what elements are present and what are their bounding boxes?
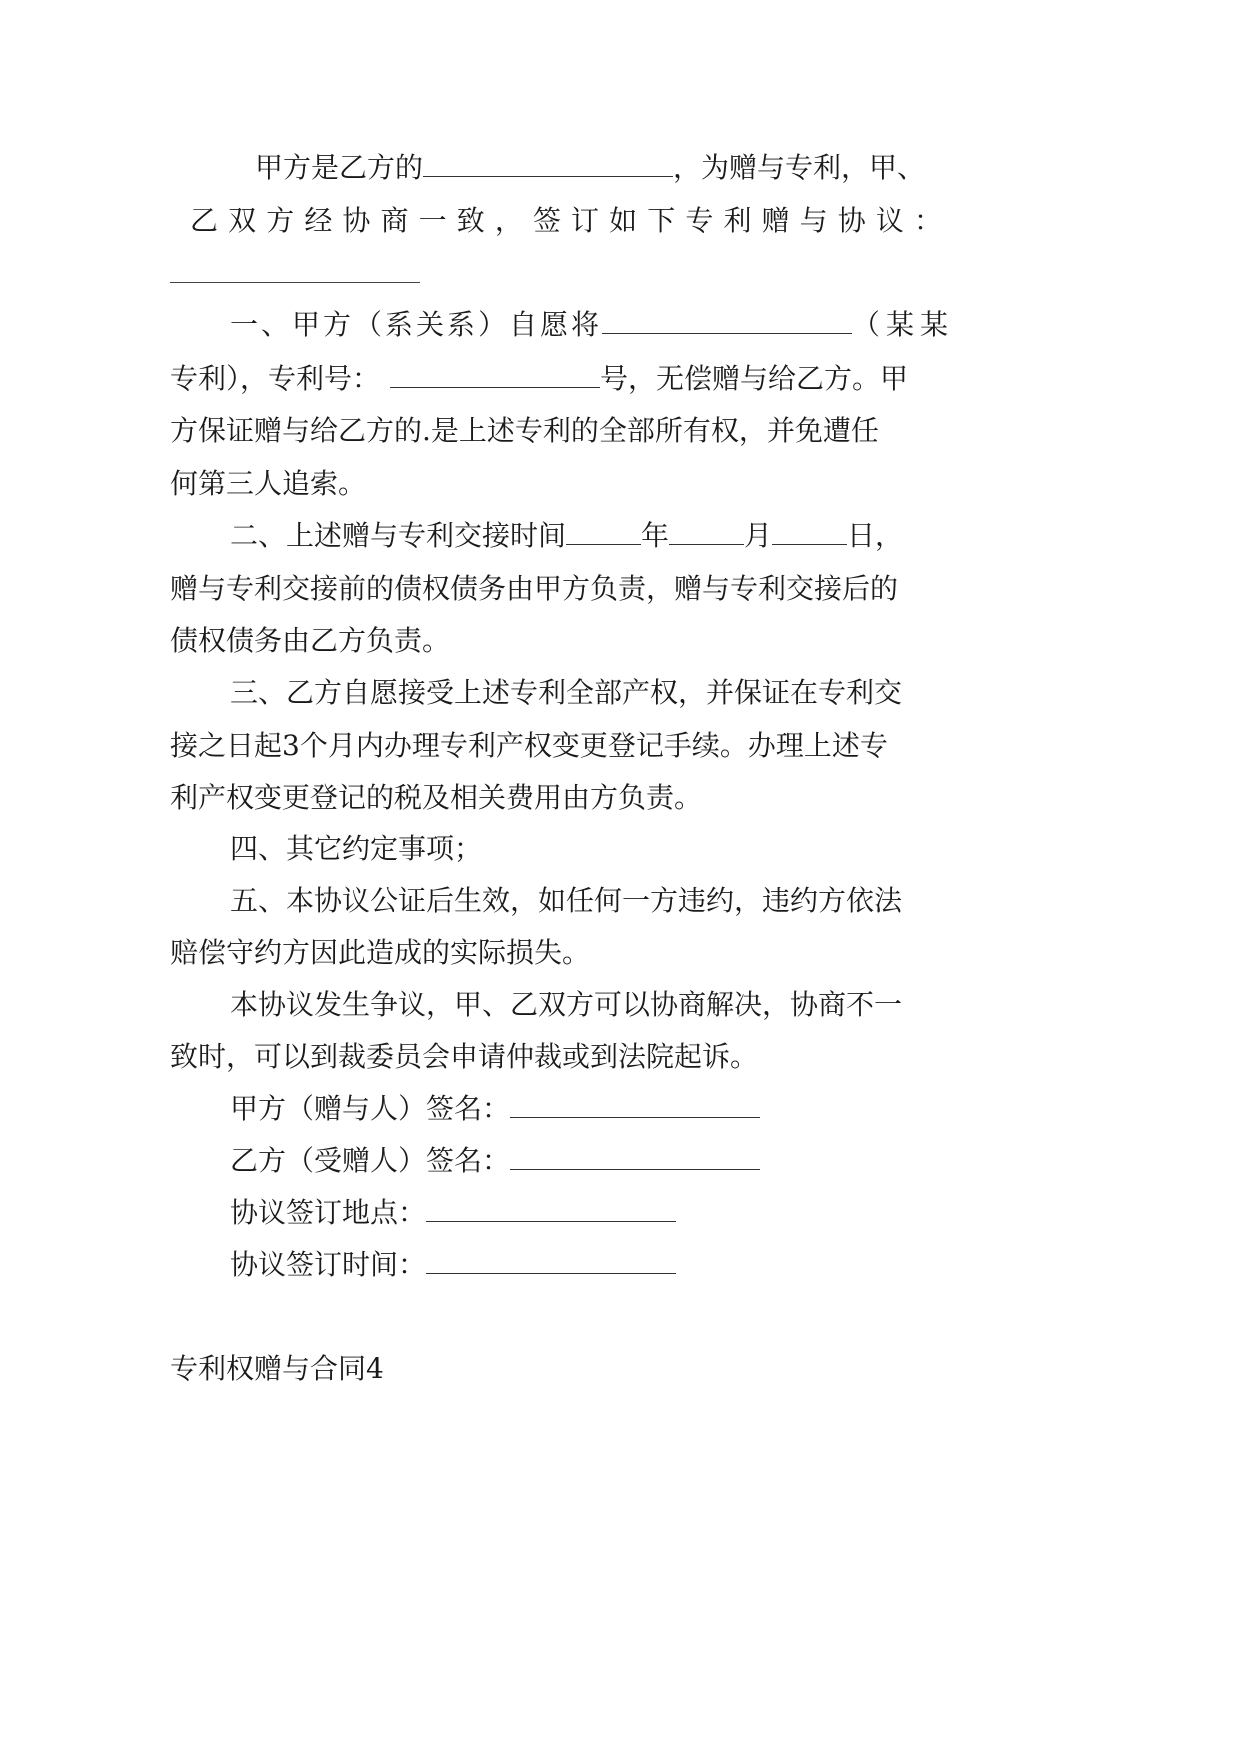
agreement-title-blank[interactable] (170, 282, 420, 283)
signature-party-b-row (230, 1132, 1130, 1190)
signature-party-a-blank[interactable] (510, 1099, 760, 1118)
next-contract-title: 专利权赠与合同4 (170, 1352, 384, 1385)
signing-time-row (230, 1236, 1130, 1294)
year-label: 年 (641, 519, 670, 552)
clause-1-line-4: 何第三人追索。 (170, 467, 367, 500)
signing-time-blank[interactable] (426, 1255, 676, 1274)
patent-number-blank[interactable] (390, 369, 600, 388)
clause-1-text-c: 专利），专利号： (170, 362, 381, 395)
clause-1-line-2 (170, 350, 1070, 408)
clause-2-text-a: 二、上述赠与专利交接时间 (230, 519, 567, 552)
clause-3-line-3: 利产权变更登记的税及相关费用由方负责。 (170, 781, 703, 814)
signature-party-b-label: 乙方（受赠人）签名： (230, 1144, 511, 1177)
signature-party-a-label: 甲方（赠与人）签名： (230, 1092, 511, 1125)
clause-1-line-1 (230, 296, 1130, 354)
clause-5-line-1: 五、本协议公证后生效，如任何一方违约，违约方依法 (230, 884, 903, 917)
signing-place-label: 协议签订地点： (230, 1196, 427, 1229)
intro-text-1: 甲方是乙方的 (255, 151, 424, 184)
patent-name-blank[interactable] (602, 315, 852, 334)
clause-2-line-1 (230, 507, 1130, 565)
relation-blank[interactable] (423, 158, 673, 177)
day-label: 日， (847, 519, 904, 552)
clause-2-line-2: 赠与专利交接前的债权债务由甲方负责，赠与专利交接后的 (170, 572, 899, 605)
dispute-line-1: 本协议发生争议，甲、乙双方可以协商解决，协商不一 (230, 988, 903, 1021)
clause-5-line-2: 赔偿守约方因此造成的实际损失。 (170, 936, 591, 969)
clause-1-text-a: 一、甲方（系关系）自愿将 (230, 308, 603, 341)
month-blank[interactable] (669, 526, 744, 545)
clause-1-text-b: （某某 (852, 308, 955, 341)
signing-place-row (230, 1184, 1130, 1242)
clause-3-line-2: 接之日起3个月内办理专利产权变更登记手续。办理上述专 (170, 729, 888, 762)
clause-2-line-3: 债权债务由乙方负责。 (170, 624, 451, 657)
signature-party-a-row (230, 1080, 1130, 1138)
dispute-line-2: 致时，可以到裁委员会申请仲裁或到法院起诉。 (170, 1040, 759, 1073)
intro-line-1 (255, 139, 1155, 197)
clause-1-line-3: 方保证赠与给乙方的.是上述专利的全部所有权，并免遭任 (170, 414, 879, 447)
year-blank[interactable] (566, 526, 641, 545)
signing-place-blank[interactable] (426, 1203, 676, 1222)
clause-1-text-d: 号，无偿赠与给乙方。甲 (600, 362, 909, 395)
day-blank[interactable] (772, 526, 847, 545)
clause-4-line-1: 四、其它约定事项； (230, 832, 483, 865)
intro-text-2: ，为赠与专利，甲、 (673, 151, 926, 184)
signature-party-b-blank[interactable] (510, 1151, 760, 1170)
clause-3-line-1: 三、乙方自愿接受上述专利全部产权，并保证在专利交 (230, 676, 903, 709)
intro-line-2: 乙双方经协商一致，签订如下专利赠与协议： (190, 204, 950, 237)
signing-time-label: 协议签订时间： (230, 1248, 427, 1281)
month-label: 月 (744, 519, 773, 552)
